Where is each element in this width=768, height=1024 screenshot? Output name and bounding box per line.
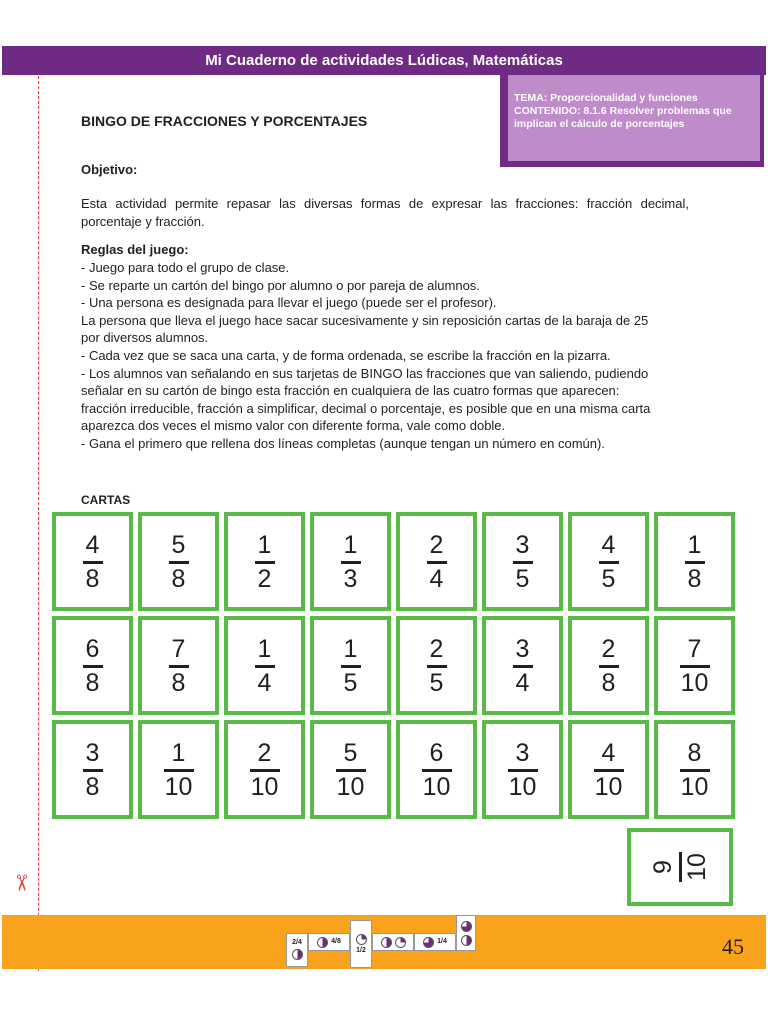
- pie-fraction-icon: [461, 935, 472, 946]
- fraction-card: [138, 720, 219, 819]
- fraction-card: [310, 720, 391, 819]
- fraction-card: [224, 720, 305, 819]
- regla-line: - Gana el primero que rellena dos líneas completas (aunque tengan un número en común).: [81, 435, 605, 451]
- card-numerator: 1: [257, 634, 272, 663]
- fraction-card: [52, 512, 133, 611]
- domino-tile: [414, 933, 456, 951]
- card-denominator: 8: [687, 564, 702, 593]
- card-denominator: 4: [429, 564, 444, 593]
- fraction-card: [224, 512, 305, 611]
- card-numerator: 7: [171, 634, 186, 663]
- fraction-bar: [427, 665, 447, 668]
- card-numerator: 2: [601, 634, 616, 663]
- pie-fraction-icon: [423, 937, 434, 948]
- fraction-bar: [422, 769, 452, 772]
- card-denominator: 8: [85, 772, 100, 801]
- domino-tile: [350, 920, 372, 968]
- card-numerator: 3: [515, 530, 530, 559]
- page-title: BINGO DE FRACCIONES Y PORCENTAJES: [81, 113, 368, 129]
- page-number: 45: [722, 934, 744, 959]
- pie-fraction-icon: [461, 921, 472, 932]
- card-denominator: 10: [164, 772, 193, 801]
- card-numerator: 6: [85, 634, 100, 663]
- card-denominator: 5: [429, 668, 444, 697]
- regla-line: aparezca dos veces el mismo valor con diferente forma, vale como doble.: [81, 418, 506, 434]
- cut-line: [38, 76, 39, 971]
- pie-fraction-icon: [356, 934, 367, 945]
- card-numerator: 3: [515, 634, 530, 663]
- fraction-bar: [255, 561, 275, 564]
- fraction-card: [568, 512, 649, 611]
- card-denominator: 8: [85, 668, 100, 697]
- fraction-card: [138, 512, 219, 611]
- fraction-bar: [680, 665, 710, 668]
- fraction-bar: [169, 665, 189, 668]
- card-denominator: 8: [601, 668, 616, 697]
- fraction-card: [138, 616, 219, 715]
- objetivo-text: Esta actividad permite repasar las diversas formas de expresar las fracciones: fracción decimal, porcentaje y fracción.: [81, 196, 689, 229]
- card-numerator: 7: [687, 634, 702, 663]
- card-numerator: 4: [601, 738, 616, 767]
- fraction-card: [52, 720, 133, 819]
- card-numerator: 8: [687, 738, 702, 767]
- reglas-heading: Reglas del juego:: [81, 242, 189, 257]
- cartas-label: CARTAS: [81, 493, 131, 507]
- mini-fraction: 1/2: [356, 947, 366, 954]
- fraction-card: [568, 720, 649, 819]
- card-numerator: 5: [171, 530, 186, 559]
- fraction-card: [224, 616, 305, 715]
- card-numerator: 1: [343, 530, 358, 559]
- fraction-card: [396, 616, 477, 715]
- card-denominator: 5: [343, 668, 358, 697]
- fraction-bar: [508, 769, 538, 772]
- fraction-bar: [83, 561, 103, 564]
- regla-line: - Juego para todo el grupo de clase.: [81, 260, 290, 275]
- fraction-card: [52, 616, 133, 715]
- card-numerator: 1: [171, 738, 186, 767]
- tema-box: [500, 75, 764, 167]
- card-numerator: 2: [429, 634, 444, 663]
- fraction-bar: [513, 561, 533, 564]
- card-numerator: 3: [85, 738, 100, 767]
- card-denominator: 5: [601, 564, 616, 593]
- card-denominator: 3: [343, 564, 358, 593]
- card-denominator: 10: [250, 772, 279, 801]
- fraction-bar: [513, 665, 533, 668]
- card-numerator: 1: [257, 530, 272, 559]
- scissors-icon: ✂: [9, 873, 35, 893]
- card-denominator: 10: [508, 772, 537, 801]
- card-numerator: 6: [429, 738, 444, 767]
- regla-line: - Una persona es designada para llevar el juego (puede ser el profesor).: [81, 295, 497, 311]
- fraction-bar: [599, 665, 619, 668]
- card-numerator: 2: [257, 738, 272, 767]
- fraction-bar: [427, 561, 447, 564]
- fraction-bar: [336, 769, 366, 772]
- fraction-card: [654, 512, 735, 611]
- fraction-bar: [255, 665, 275, 668]
- fraction-card: [482, 720, 563, 819]
- card-denominator: 5: [515, 564, 530, 593]
- pie-fraction-icon: [292, 949, 303, 960]
- card-numerator: 1: [687, 530, 702, 559]
- pie-fraction-icon: [317, 937, 328, 948]
- contenido-line: CONTENIDO: 8.1.6 Resolver problemas que: [514, 105, 732, 117]
- card-denominator: 8: [171, 668, 186, 697]
- fraction-card: [310, 616, 391, 715]
- regla-line: La persona que lleva el juego hace sacar sucesivamente y sin reposición cartas de la baraja de 25: [81, 312, 649, 328]
- mini-fraction: 4/8: [331, 938, 341, 945]
- domino-tile: [286, 933, 308, 967]
- card-denominator: 4: [257, 668, 272, 697]
- objetivo-heading: Objetivo:: [81, 162, 138, 177]
- fraction-bar: [594, 769, 624, 772]
- mini-fraction: 1/4: [437, 938, 447, 945]
- card-denominator: 4: [515, 668, 530, 697]
- fraction-card: [482, 512, 563, 611]
- fraction-card: [482, 616, 563, 715]
- card-numerator: 4: [601, 530, 616, 559]
- card-numerator: 5: [343, 738, 358, 767]
- fraction-card: [396, 720, 477, 819]
- domino-tile: [308, 933, 350, 951]
- domino-tile: [456, 915, 476, 951]
- card-denominator: 10: [680, 668, 709, 697]
- regla-line: por diversos alumnos.: [81, 330, 209, 346]
- fraction-card: [654, 616, 735, 715]
- rotated-fraction: [649, 852, 711, 882]
- fraction-bar: [341, 665, 361, 668]
- fraction-bar: [679, 852, 682, 882]
- header-band: [2, 46, 766, 75]
- regla-line: - Cada vez que se saca una carta, y de forma ordenada, se escribe la fracción en la pizarra.: [81, 347, 611, 363]
- tema-line: TEMA: Proporcionalidad y funciones: [514, 92, 698, 104]
- card-denominator: 10: [680, 772, 709, 801]
- regla-line: - Se reparte un cartón del bingo por alumno o por pareja de alumnos.: [81, 277, 480, 293]
- footer-band: [2, 915, 766, 969]
- card-numerator: 4: [85, 530, 100, 559]
- fraction-bar: [341, 561, 361, 564]
- card-denominator: 8: [85, 564, 100, 593]
- fraction-card: [654, 720, 735, 819]
- card-denominator: 10: [594, 772, 623, 801]
- card-denominator: 10: [422, 772, 451, 801]
- card-denominator: 8: [171, 564, 186, 593]
- mini-fraction: 2/4: [292, 939, 302, 946]
- fraction-bar: [680, 769, 710, 772]
- pie-fraction-icon: [381, 937, 392, 948]
- fraction-card-rotated: [627, 828, 733, 906]
- fraction-card: [396, 512, 477, 611]
- fraction-bar: [169, 561, 189, 564]
- reglas-list: [81, 259, 693, 453]
- regla-line: - Los alumnos van señalando en sus tarjetas de BINGO las fracciones que van saliendo, pudiendo: [81, 365, 649, 381]
- tema-content: [508, 75, 760, 161]
- card-numerator: 1: [343, 634, 358, 663]
- fraction-card: [310, 512, 391, 611]
- card-numerator: 9: [649, 860, 677, 874]
- fraction-bar: [685, 561, 705, 564]
- card-numerator: 2: [429, 530, 444, 559]
- card-denominator: 10: [336, 772, 365, 801]
- header-title: Mi Cuaderno de actividades Lúdicas, Matemáticas: [205, 52, 563, 69]
- card-denominator: 10: [683, 853, 711, 881]
- card-denominator: 2: [257, 564, 272, 593]
- contenido-line-2: implican el cálculo de porcentajes: [514, 118, 685, 130]
- regla-line: señalar en su cartón de bingo esta fracción en cualquiera de las cuatro formas que aparecen:: [81, 383, 620, 399]
- pie-fraction-icon: [395, 937, 406, 948]
- card-numerator: 3: [515, 738, 530, 767]
- domino-tile: [372, 933, 414, 951]
- fraction-bar: [599, 561, 619, 564]
- fraction-bar: [164, 769, 194, 772]
- fraction-bar: [83, 769, 103, 772]
- fraction-card: [568, 616, 649, 715]
- fraction-bar: [83, 665, 103, 668]
- regla-line: fracción irreducible, fracción a simplificar, decimal o porcentaje, es posible que en una misma carta: [81, 400, 651, 416]
- fraction-bar: [250, 769, 280, 772]
